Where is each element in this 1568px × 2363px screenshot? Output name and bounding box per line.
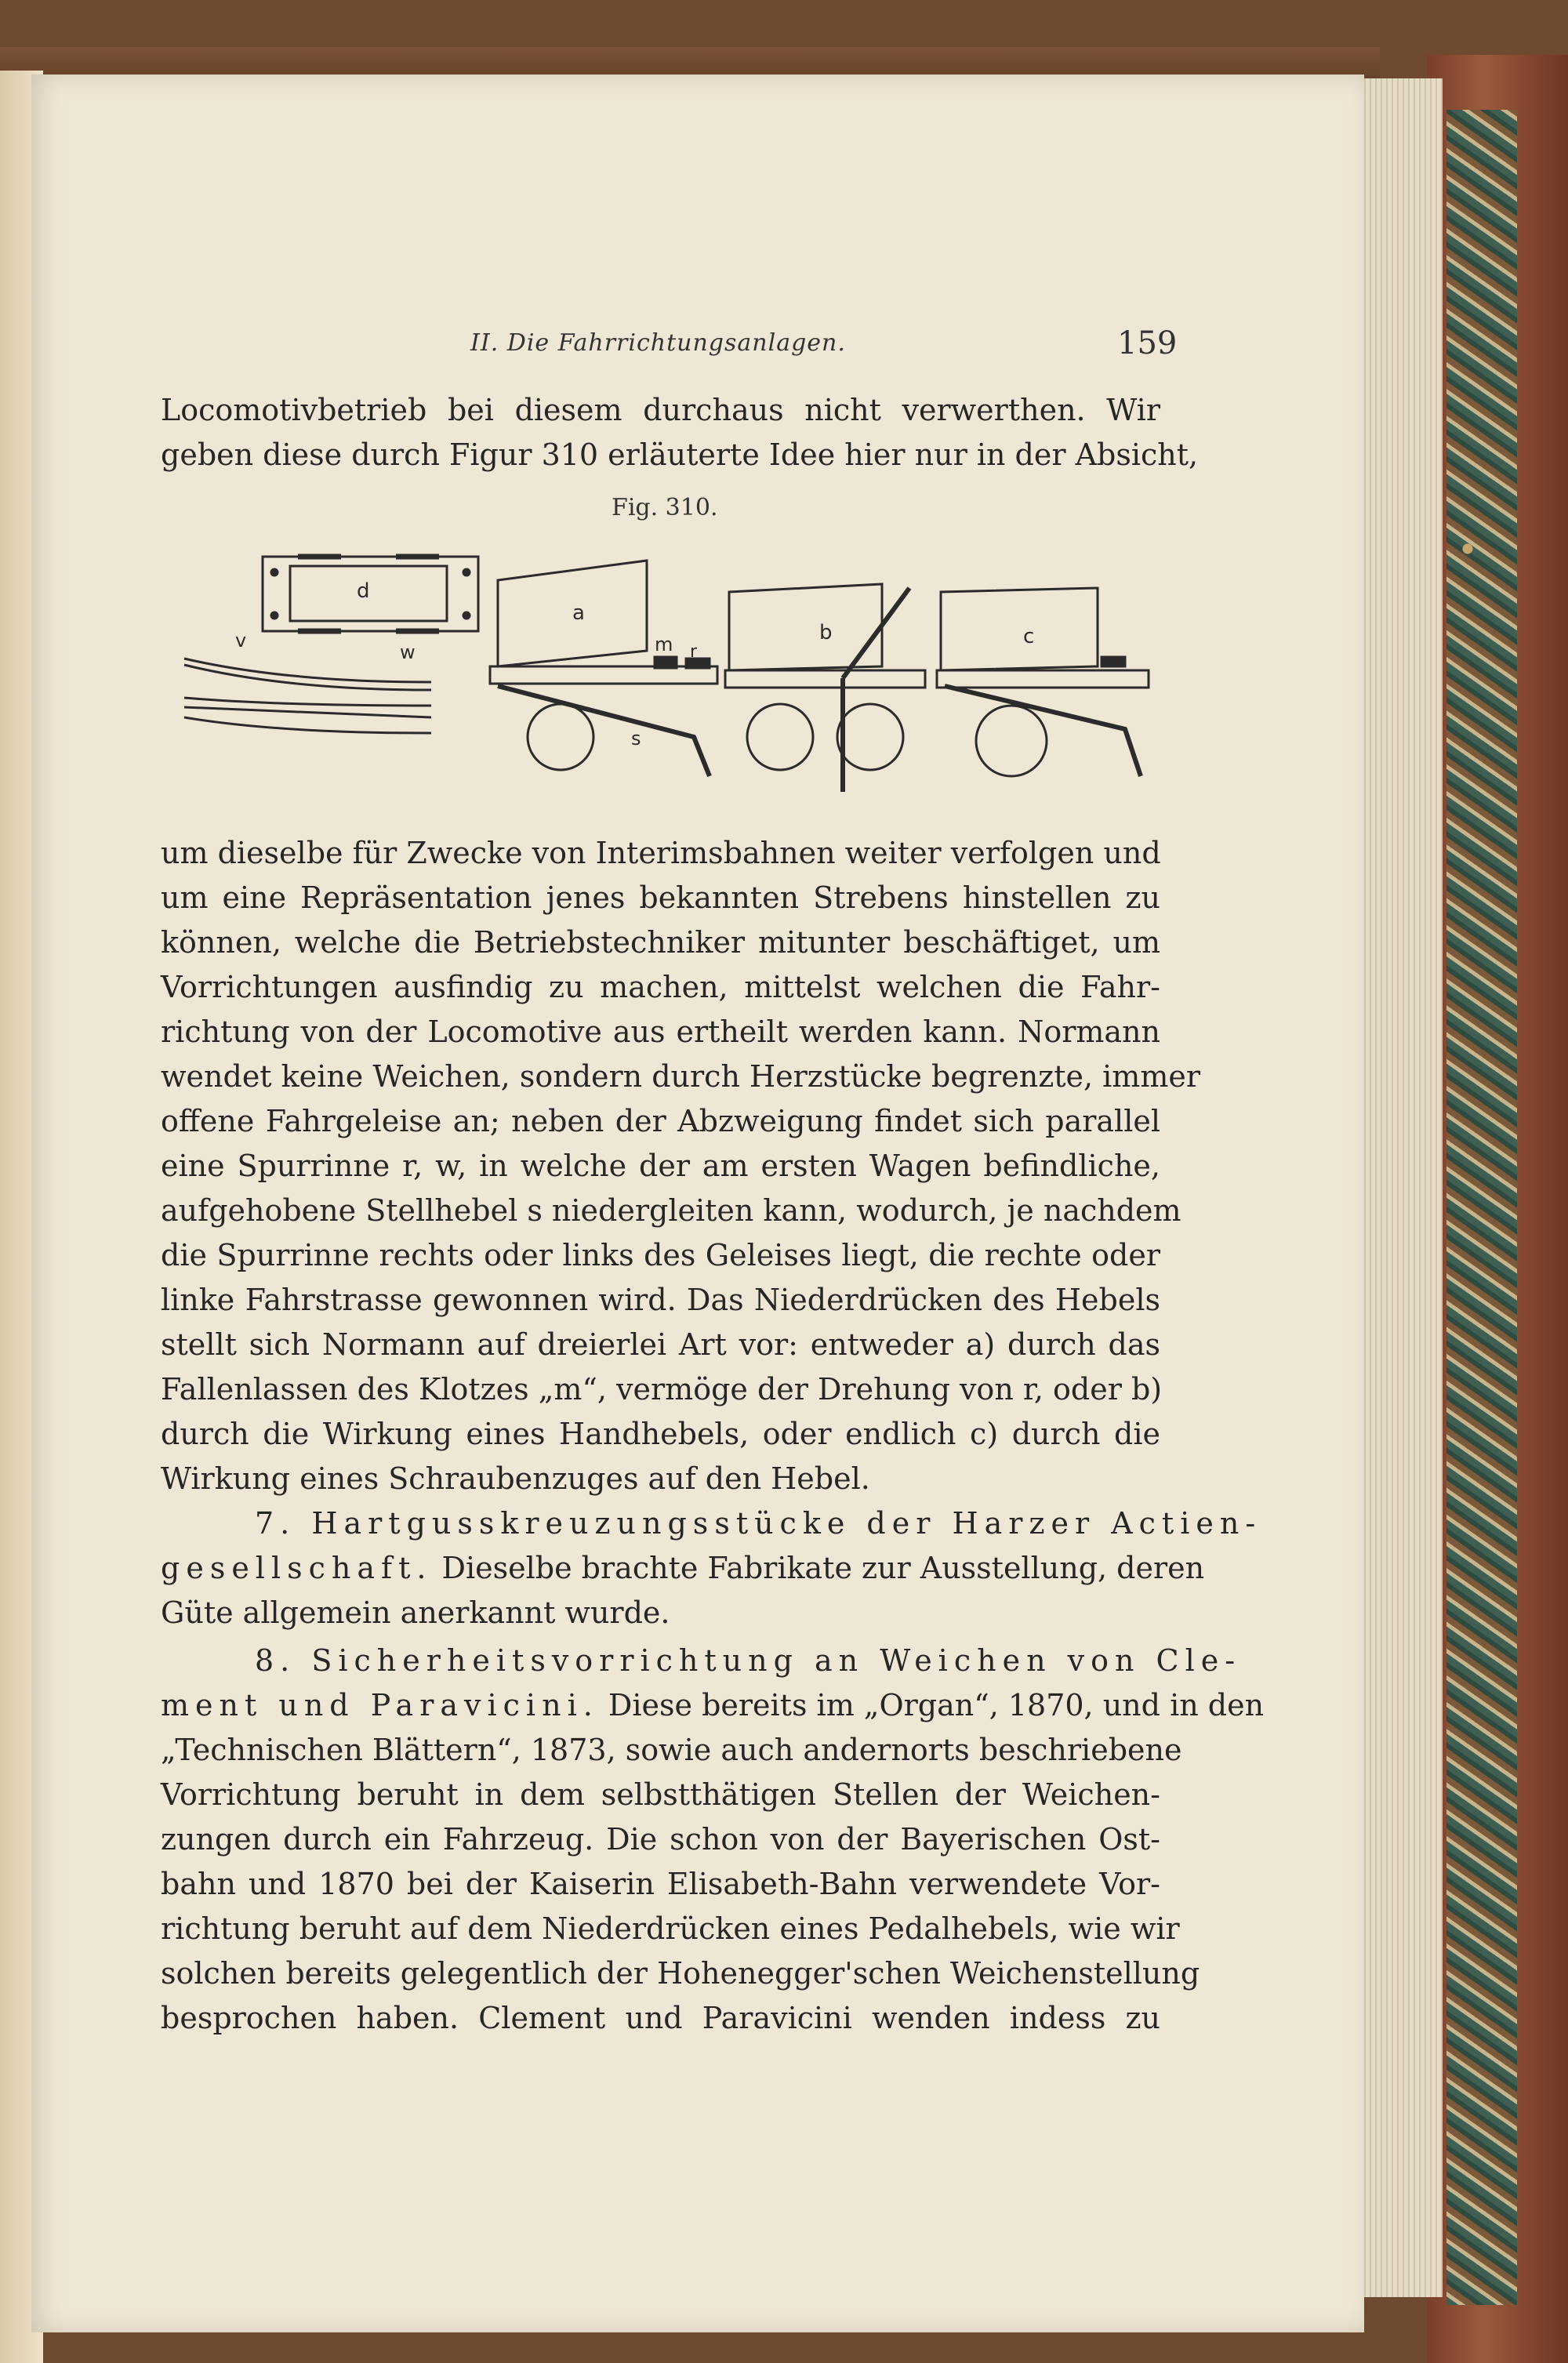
text-line: bahn und 1870 bei der Kaiserin Elisabeth-Bahn verwendete Vor- xyxy=(161,1867,1160,1901)
text-line: Wirkung eines Schraubenzuges auf den Hebel. xyxy=(161,1461,870,1496)
text-line: linke Fahrstrasse gewonnen wird. Das Niederdrücken des Hebels xyxy=(161,1283,1160,1317)
text-line: Locomotivbetrieb bei diesem durchaus nicht verwerthen. Wir xyxy=(161,393,1160,427)
text-line: ment und Paravicini. Diese bereits im „Organ“, 1870, und in den xyxy=(161,1688,1265,1722)
text-line: richtung beruht auf dem Niederdrücken eines Pedalhebels, wie wir xyxy=(161,1911,1180,1946)
figure-310 xyxy=(161,541,1168,800)
text-line: Fallenlassen des Klotzes „m“, vermöge der Drehung von r, oder b) xyxy=(161,1372,1163,1407)
text-line: eine Spurrinne r, w, in welche der am ersten Wagen befindliche, xyxy=(161,1149,1160,1183)
text-line: besprochen haben. Clement und Paravicini wenden indess zu xyxy=(161,2001,1160,2035)
running-head: II. Die Fahrrichtungsanlagen. xyxy=(470,329,846,357)
label-s: s xyxy=(631,728,641,750)
text-line: gesellschaft. Dieselbe brachte Fabrikate zur Ausstellung, deren xyxy=(161,1551,1205,1585)
text-line: geben diese durch Figur 310 erläuterte Idee hier nur in der Absicht, xyxy=(161,437,1199,472)
text-line: können, welche die Betriebstechniker mitunter beschäftiget, um xyxy=(161,925,1160,960)
page-number: 159 xyxy=(1117,325,1178,361)
label-c: c xyxy=(1023,625,1035,648)
intro-paragraph xyxy=(161,388,1199,477)
figure-caption: Fig. 310. xyxy=(612,494,718,521)
label-a: a xyxy=(572,601,585,625)
text-line: um eine Repräsentation jenes bekannten Strebens hinstellen zu xyxy=(161,880,1160,915)
marbled-edge xyxy=(1446,110,1517,2305)
text-line: Güte allgemein anerkannt wurde. xyxy=(161,1595,670,1630)
text-line: stellt sich Normann auf dreierlei Art vor: entweder a) durch das xyxy=(161,1327,1160,1362)
label-d: d xyxy=(357,579,370,603)
text-line: um dieselbe für Zwecke von Interimsbahnen weiter verfolgen und xyxy=(161,836,1161,870)
text-line: wendet keine Weichen, sondern durch Herzstücke begrenzte, immer xyxy=(161,1059,1201,1094)
text-line: durch die Wirkung eines Handhebels, oder endlich c) durch die xyxy=(161,1417,1160,1451)
text-line: „Technischen Blättern“, 1873, sowie auch andernorts beschriebene xyxy=(161,1733,1182,1767)
wagon-c xyxy=(937,588,1149,776)
section-7-heading: 7. Hartgusskreuzungsstücke der Harzer Actien- xyxy=(255,1506,1262,1541)
label-m: m xyxy=(655,633,673,655)
text-line: offene Fahrgeleise an; neben der Abzweigung findet sich parallel xyxy=(161,1104,1160,1138)
text-line: aufgehobene Stellhebel s niedergleiten kann, wodurch, je nachdem xyxy=(161,1193,1181,1228)
label-v: v xyxy=(235,630,247,652)
label-r: r xyxy=(690,642,698,662)
wagon-a xyxy=(490,561,717,776)
text-line: richtung von der Locomotive aus ertheilt werden kann. Normann xyxy=(161,1015,1160,1049)
text-line: Vorrichtung beruht in dem selbstthätigen Stellen der Weichen- xyxy=(161,1777,1160,1812)
plan-view-d xyxy=(263,557,478,631)
section-8-heading-cont: ment und Paravicini. xyxy=(161,1688,599,1722)
track-lines xyxy=(184,630,431,733)
label-b: b xyxy=(819,621,833,644)
label-w: w xyxy=(400,641,416,663)
text-line: Vorrichtungen ausfindig zu machen, mittelst welchen die Fahr- xyxy=(161,970,1160,1004)
section-8 xyxy=(161,1639,1265,2041)
section-8-heading: 8. Sicherheitsvorrichtung an Weichen von Cle- xyxy=(255,1643,1242,1678)
section-7 xyxy=(161,1501,1262,1635)
section-7-heading-cont: gesellschaft. xyxy=(161,1551,433,1585)
text-line: zungen durch ein Fahrzeug. Die schon von der Bayerischen Ost- xyxy=(161,1822,1160,1857)
text-line: solchen bereits gelegentlich der Hohenegger'schen Weichenstellung xyxy=(161,1956,1200,1991)
wagon-b xyxy=(725,584,925,792)
main-paragraph xyxy=(161,831,1201,1501)
text-line: die Spurrinne rechts oder links des Geleises liegt, die rechte oder xyxy=(161,1238,1160,1272)
